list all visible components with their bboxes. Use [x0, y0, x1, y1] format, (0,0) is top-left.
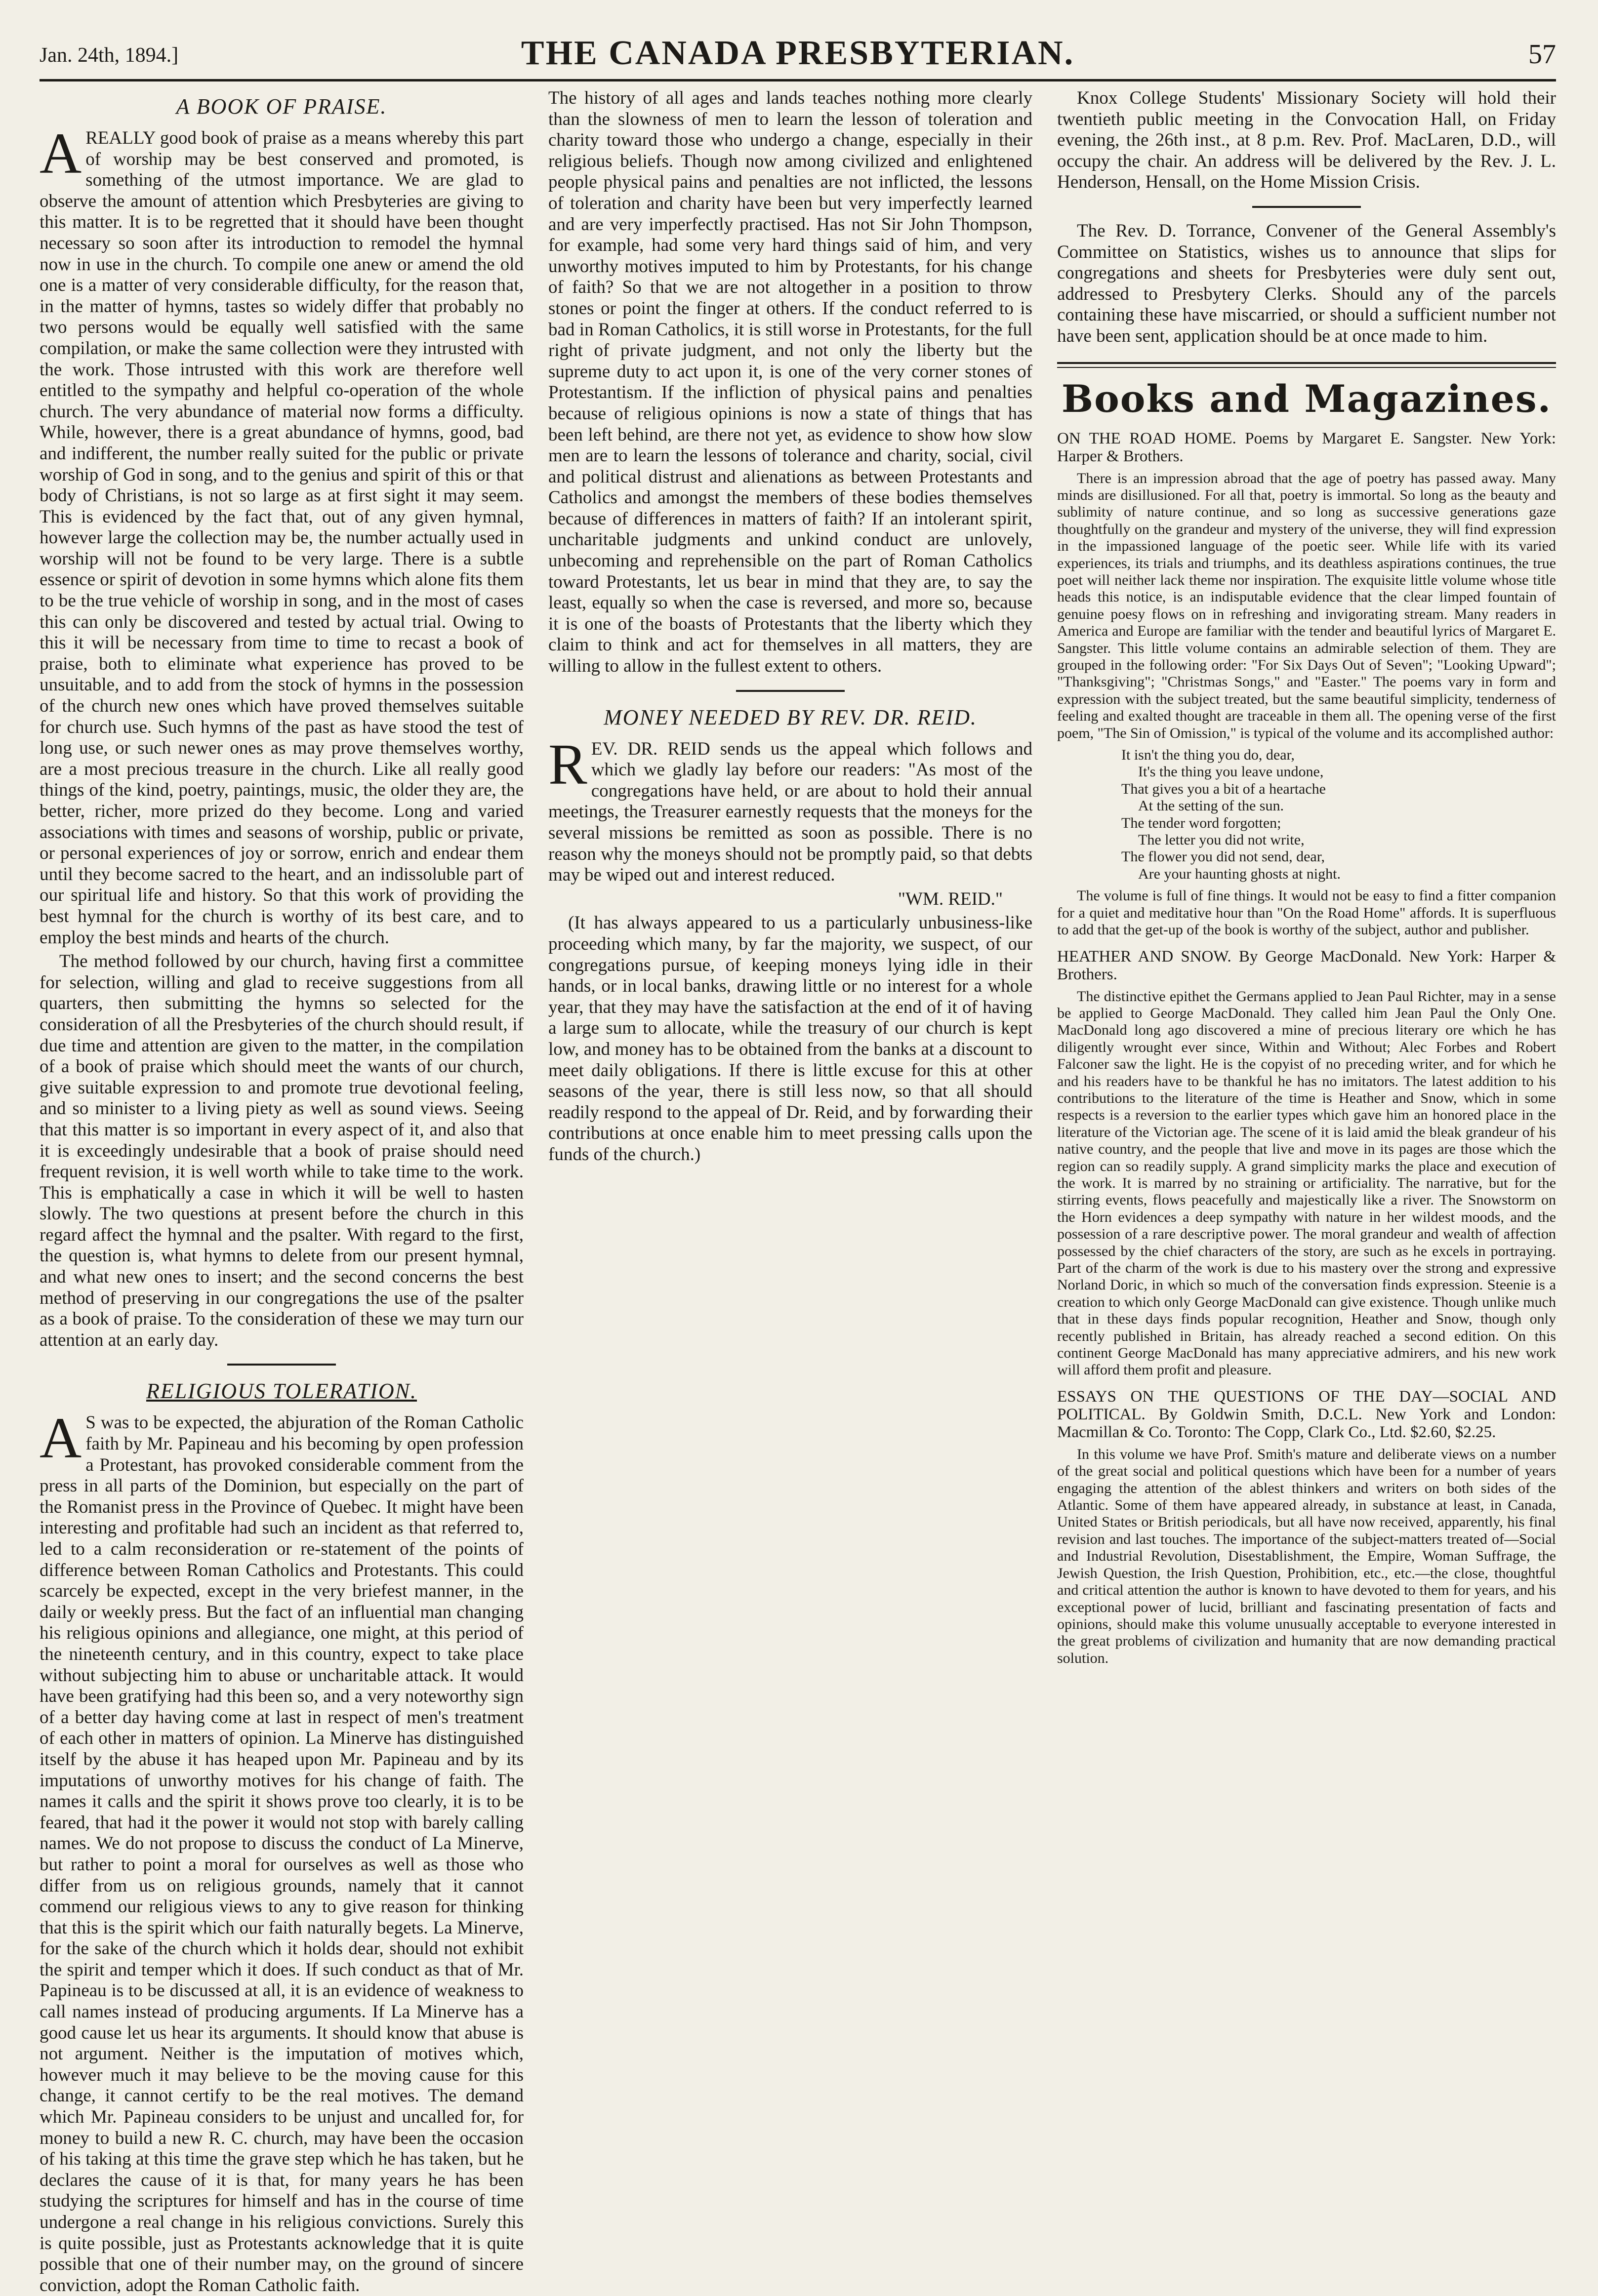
book-review — [1057, 1446, 1556, 1667]
article-title-book-of-praise: A BOOK OF PRAISE. — [176, 94, 387, 119]
paragraph: The distinctive epithet the Germans applied to Jean Paul Richter, may in a sense be applied to George MacDonald. They called him Jean Paul the Only One. MacDonald long ago discovered a mine of precious literary ore which he has diligently wrought ever since, Within and Without; Alec Forbes and Robert Falconer saw the light. He is the copyist of no preceding writer, and for which he and his readers have to be thankful he has no imitators. The latest addition to his contributions to the literature of the time is Heather and Snow, which in some respects is a reversion to the earlier types which gave him an honored place in the literature of the Victorian age. The scene of it is laid amid the bleak grandeur of his native country, and the people that live and move in its pages are those which the region can so readily supply. A grand simplicity marks the place and execution of the work. It is marred by no straining or artificiality. The narrative, but for the stirring events, flows peacefully and majestically like a river. The Snowstorm on the Horn evidences a deep sympathy with nature in her wildest moods, and the possession of a rare descriptive power. The moral grandeur and wealth of affection possessed by the chief characters of the story, are such as he excels in portraying. Part of the charm of the work is due to his mastery over the strong and expressive Norland Doric, in which so much of the conversation finds expression. Steenie is a creation to which only George MacDonald can give existence. Though unlike much that in these days finds popular recognition, Heather and Snow, though only recently published in Britain, has already reached a second edition. On this continent George MacDonald has many appreciative admirers, and his new work will afford them profit and pleasure. — [1057, 988, 1556, 1378]
section-divider — [736, 690, 845, 692]
book-title: ON THE ROAD HOME. Poems by Margaret E. Sangster. New York: Harper & Brothers. — [1057, 429, 1556, 465]
paragraph: AREALLY good book of praise as a means whereby this part of worship may be best conserved and promoted, is something of the utmost importance. We are glad to observe the amount of attention which Presbyteries are giving to this matter. It is to be regretted that it should have been thought necessary so soon after its introduction to remodel the hymnal now in use in the church. To compile one anew or amend the old one is a matter of very considerable difficulty, for the reason that, in the matter of hymns, tastes so widely differ that probably no two persons would be equally well satisfied with the same compilation, or make the same collection were they intrusted with the work. Those intrusted with this work are therefore well entitled to the sympathy and helpful co-operation of the whole church. The very abundance of material now forms a difficulty. While, however, there is a great abundance of hymns, good, bad and indifferent, the number really suited for the public or private worship of God in song, and to the genius and spirit of this or that body of Christians, is not so large as at first sight it may seem. This is evidenced by the fact that, out of any given hymnal, however large the collection may be, the number actually used in worship will not be found to be very large. There is a subtle essence or spirit of devotion in some hymns which alone fits them to be the true vehicle of worship in song, and in the most of cases this can only be discovered and tested by actual trial. Owing to this it will be necessary from time to time to recast a book of praise, both to eliminate what experience has proved to be unsuitable, and to add from the stock of hymns in the possession of the church new ones which have proved themselves suitable for church use. Such hymns of the past as have stood the test of long use, or such newer ones as may prove themselves worthy, are a most precious treasure in the church. Like all really good things of the kind, poetry, paintings, music, the older they are, the better, richer, more prized do they become. Long and varied associations with times and seasons of worship, public or private, or personal experiences of joy or sorrow, enrich and endear them until they become sacred to the heart, and an indissoluble part of our spiritual life and history. So that this work of providing the best hymnal for the church is worthy of its best care, and to employ the best minds and hearts of the church. — [40, 121, 524, 948]
double-rule — [1057, 362, 1556, 368]
paragraph: The volume is full of fine things. It would not be easy to find a fitter companion for a quiet and meditative hour than "On the Road Home" affords. It is superfluous to add that the get-up of the book is worthy of the subject, author and publisher. — [1057, 887, 1556, 938]
section-divider — [1252, 206, 1361, 208]
page-header — [40, 30, 1556, 74]
poem-line: The letter you did not write, — [1138, 832, 1305, 848]
notice-knox-college: Knox College Students' Missionary Society will hold their twentieth public meeting in the Convocation Hall, on Friday evening, the 26th inst., at 8 p.m. Rev. Prof. MacLaren, D.D., will occupy the chair. An address will be delivered by the Rev. J. L. Henderson, Hensall, on the Home Mission Crisis. — [1057, 88, 1556, 193]
paragraph: AS was to be expected, the abjuration of the Roman Catholic faith by Mr. Papineau and his becoming by open profession a Protestant, has provoked considerable comment from the press in all parts of the Dominion, but especially on the part of the Romanist press in the Province of Quebec. It might have been interesting and profitable had such an incident as that referred to, led to a calm reconsideration or re-statement of the points of difference between Roman Catholics and Protestants. This could scarcely be expected, except in the very briefest manner, in the daily or weekly press. But the fact of an influential man changing his religious opinions and allegiance, one might, at this period of the nineteenth century, and in this country, expect to take place without subjecting him to abuse or uncharitable attack. It would have been gratifying had this been so, and a very noteworthy sign of a better day having come at last in respect of men's treatment of each other in matters of opinion. La Minerve has distinguished itself by the abuse it has heaped upon Mr. Papineau and by its imputations of unworthy motives for his change of faith. The names it calls and the spirit it shows prove too clearly, it is to be feared, that had it the power it would not stop with barely calling names. We do not propose to discuss the conduct of La Minerve, but rather to point a moral for ourselves as well as those who differ from us on religious grounds, namely that it cannot commend our religious views to any to give reason for thinking that this is the spirit which our faith naturally begets. La Minerve, for the sake of the church which it holds dear, should not exhibit the spirit and temper which it does. If such conduct as that of Mr. Papineau is to be discussed at all, it is an evidence of weakness to call names instead of producing arguments. If La Minerve has a good cause let us hear its arguments. It should know that abuse is not argument. Neither is the imputation of motives which, however much it may believe to be the moving cause for this change, it cannot certify to be the real motives. The demand which Mr. Papineau considers to be unjust and uncalled for, for money to build a new R. C. church, may have been the occasion of his taking at this time the grave step which he has taken, but he declares the cause of it is that, for many years he has been studying the scriptures for himself and has in the course of time undergone a real change in his religious convictions. Surely this is quite possible, just as Protestants acknowledge that it is quite possible that one of their number may, on the ground of sincere conviction, adopt the Roman Catholic faith. — [40, 1406, 524, 2296]
issue-date: Jan. 24th, 1894.] — [40, 44, 179, 67]
poem-quote — [1121, 747, 1556, 883]
poem-line: It's the thing you leave undone, — [1138, 764, 1324, 780]
article-title-religious-toleration: RELIGIOUS TOLERATION. — [146, 1379, 417, 1404]
book-title: HEATHER AND SNOW. By George MacDonald. New York: Harper & Brothers. — [1057, 947, 1556, 983]
poem-line: The tender word forgotten; — [1121, 814, 1281, 831]
column-2 — [548, 88, 1032, 2212]
paragraph: There is an impression abroad that the age of poetry has passed away. Many minds are disillusioned. For all that, poetry is immortal. So long as the beauty and sublimity of nature continue, and so long as successive generations gaze thoughtfully on the grandeur and mystery of the universe, they will find expression in the impassioned language of the poetic seer. While life with its varied experiences, its trials and triumphs, and its deathless aspirations continues, the true poet will neither lack theme nor inspiration. The exquisite little volume whose title heads this notice, is an indisputable evidence that the clear limped fountain of genuine poesy flows on in refreshing and invigorating stream. Many readers in America and Europe are familiar with the tender and beautiful lyrics of Margaret E. Sangster. This little volume contains an admirable selection of them. They are grouped in the following order: "For Six Days Out of Seven"; "Looking Upward"; "Thanksgiving"; "Christmas Songs," and "Easter." The poems vary in form and expression with the subject treated, but the same beautiful simplicity, tenderness of feeling and exalted thought are traceable in them all. The opening verse of the first poem, "The Sin of Omission," is typical of the volume and its accomplished author: — [1057, 470, 1556, 741]
article-body-money-needed — [548, 731, 1032, 1166]
article-title-money-needed: MONEY NEEDED BY REV. DR. REID. — [604, 705, 977, 729]
poem-line: It isn't the thing you do, dear, — [1121, 747, 1295, 764]
article-body-religious-toleration — [40, 1406, 524, 2296]
poem-line: At the setting of the sun. — [1138, 798, 1284, 814]
paragraph: The method followed by our church, having first a committee for selection, willing and glad to receive suggestions from all quarters, then submitting the hymns so selected for the consideration of all the Presbyteries of the church should result, if due time and attention are given to the matter, in the compilation of a book of praise which should meet the wants of our church, give suitable expression to and promote true devotional feeling, and so minister to a living piety as well as sound views. Seeing that this matter is so important in every aspect of it, and also that it is exceedingly undesirable that a book of praise should need frequent revision, it is well worth while to take time to the work. This is emphatically a case in which it will be well to hasten slowly. The two questions at present before the church in this regard affect the hymnal and the psalter. With regard to the first, the question is, what hymns to delete from our present hymnal, and what new ones to insert; and the second concerns the best method of preserving in our congregations the use of the psalter as a book of praise. To the consideration of these we may turn our attention at an early day. — [40, 951, 524, 1350]
paragraph: (It has always appeared to us a particularly unbusiness-like proceeding which many, by far the majority, we suspect, of our congregations pursue, of keeping moneys lying idle in their hands, or in local banks, drawing little or no interest for a whole year, that they may have the satisfaction at the end of it of having a large sum to allocate, while the treasury of our church is kept low, and money has to be obtained from the banks at a discount to meet daily obligations. If there is little excuse for this at other seasons of the year, there is still less now, so that all should readily respond to the appeal of Dr. Reid, and by forwarding their contributions at once enable him to meet pressing calls upon the funds of the church.) — [548, 913, 1032, 1165]
poem-line: That gives you a bit of a heartache — [1121, 780, 1326, 797]
paragraph: The history of all ages and lands teaches nothing more clearly than the slowness of men to learn the lesson of toleration and charity toward those who undergo a change, especially in their religious beliefs. Though now among civilized and enlightened people physical pains and penalties are not inflicted, the lessons of toleration and charity have been but very imperfectly learned and are very imperfectly practised. Has not Sir John Thompson, for example, had some very hard things said of him, and very unworthy motives imputed to him by Protestants, for his change of faith? So that we are not altogether in a position to throw stones or point the finger at others. If the conduct referred to is bad in Roman Catholics, it is still worse in Protestants, for the full right of private judgment, and not only the liberty but the supreme duty to act upon it, is one of the very corner stones of Protestantism. If the infliction of physical pains and penalties because of religious opinions is now a state of things that has been left behind, are there not yet, as evidence to show how slow men are to learn the lessons of tolerance and charity, social, civil and political distrust and alienations as between Protestants and Catholics and amongst the members of these bodies themselves because of differences in matters of faith? If an intolerant spirit, uncharitable judgments and unkind conduct are unlovely, unbecoming and reprehensible on the part of Roman Catholics toward Protestants, let us bear in mind that they are, to say the least, equally so when the case is reversed, and more so, because it is one of the boasts of Protestants that the liberty which they claim to think and act for themselves in all matters, they are willing to allow in the fullest extent to others. — [548, 88, 1032, 677]
book-review — [1057, 470, 1556, 742]
paragraph: REV. DR. REID sends us the appeal which follows and which we gladly lay before our readers: "As most of the congregations have held, or are about to hold their annual meetings, the Treasurer earnestly requests that the moneys for the several missions be remitted as soon as possible. There is no reason why the moneys should not be promptly paid, so that debts may be wiped out and interest reduced. — [548, 731, 1032, 886]
book-title: ESSAYS ON THE QUESTIONS OF THE DAY—SOCIAL AND POLITICAL. By Goldwin Smith, D.C.L. New York and London: Macmillan & Co. Toronto: The Copp, Clark Co., Ltd. $2.60, $2.25. — [1057, 1387, 1556, 1441]
page-number: 57 — [1528, 39, 1556, 70]
notice-statistics: The Rev. D. Torrance, Convener of the General Assembly's Committee on Statistics, wishes us to announce that slips for congregations and sheets for Presbyteries were duly sent out, addressed to Presbytery Clerks. Should any of the parcels containing these have miscarried, or should a sufficient number not have been sent, application should be at once made to him. — [1057, 220, 1556, 346]
book-review — [1057, 988, 1556, 1379]
article-continuation-religious-toleration — [548, 88, 1032, 677]
book-review — [1057, 887, 1556, 938]
section-divider — [227, 1364, 336, 1366]
article-body-book-of-praise — [40, 121, 524, 1351]
books-and-magazines-heading: Books and Magazines. — [1061, 376, 1552, 421]
paragraph: In this volume we have Prof. Smith's mature and deliberate views on a number of the great social and political questions which have been for a number of years engaging the attention of the ablest thinkers and writers on both sides of the Atlantic. Some of them have appeared already, in substance at least, in Canada, United States or British periodicals, but all have now received, apparently, his final revision and last touches. The importance of the subject-matters treated of—Social and Industrial Revolution, Disestablishment, the Empire, Woman Suffrage, the Jewish Question, the Irish Question, Prohibition, etc., etc.—the close, thoughtful and critical attention the author is known to have devoted to them for years, and his exceptional power of lucid, brilliant and fascinating presentation of facts and opinions, should make this volume unusually acceptable to everyone interested in the great problems of civilization and humanity that are now demanding practical solution. — [1057, 1446, 1556, 1666]
newspaper-title: THE CANADA PRESBYTERIAN. — [521, 34, 1075, 72]
signature: "WM. REID." — [898, 888, 1003, 909]
column-1 — [40, 88, 524, 2296]
poem-line: Are your haunting ghosts at night. — [1138, 865, 1341, 882]
column-3 — [1057, 88, 1556, 2212]
poem-line: The flower you did not send, dear, — [1121, 848, 1325, 865]
header-rule — [40, 79, 1556, 81]
